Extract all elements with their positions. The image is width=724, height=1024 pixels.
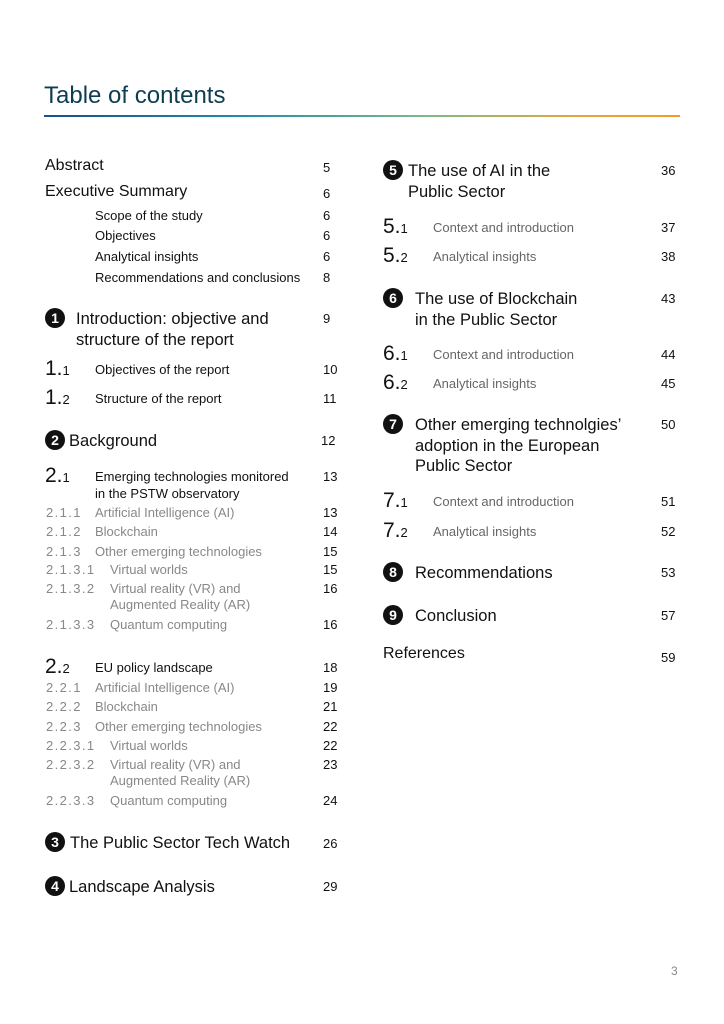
toc-entry-emerging-tech[interactable]: Emerging technologies monitored (95, 469, 289, 484)
toc-section-7-title-cont[interactable]: adoption in the European (415, 437, 600, 455)
toc-entry-vr-ar[interactable]: Virtual reality (VR) and (110, 757, 241, 772)
toc-section-6-title[interactable]: The use of Blockchain (415, 290, 578, 308)
toc-number: 2.1.3.3 (46, 617, 96, 632)
toc-section-2-title[interactable]: Background (69, 432, 158, 450)
page-ref: 18 (323, 660, 338, 675)
section-number-badge: 1 (45, 308, 65, 328)
page-ref: 53 (661, 565, 676, 580)
page-ref: 6 (323, 249, 331, 264)
page-ref: 37 (661, 220, 676, 235)
toc-entry-context[interactable]: Context and introduction (433, 220, 574, 235)
section-number-badge: 9 (383, 605, 403, 625)
toc-entry-scope[interactable]: Scope of the study (95, 208, 203, 223)
page-ref: 6 (323, 228, 331, 243)
page-ref: 59 (661, 650, 676, 665)
toc-number: 2.2.1 (46, 680, 82, 695)
page-ref: 10 (323, 362, 338, 377)
page-ref: 24 (323, 793, 338, 808)
section-number-badge: 7 (383, 414, 403, 434)
subsection-number: 7.2 (383, 519, 408, 542)
toc-entry-virtual-worlds[interactable]: Virtual worlds (110, 738, 188, 753)
toc-number: 2.2.3 (46, 719, 82, 734)
page-ref: 11 (323, 391, 337, 406)
toc-entry-quantum[interactable]: Quantum computing (110, 617, 228, 632)
toc-section-9-title[interactable]: Conclusion (415, 607, 497, 625)
subsection-number: 1.1 (45, 357, 70, 380)
subsection-number: 5.1 (383, 215, 408, 238)
page-ref: 8 (323, 270, 331, 285)
toc-entry-blockchain[interactable]: Blockchain (95, 699, 158, 714)
page-ref: 44 (661, 347, 676, 362)
page-ref: 23 (323, 757, 338, 772)
toc-entry-context[interactable]: Context and introduction (433, 347, 574, 362)
toc-entry-context[interactable]: Context and introduction (433, 494, 574, 509)
page-ref: 26 (323, 836, 338, 851)
subsection-number: 2.1 (45, 464, 70, 487)
toc-entry-analytical-insights[interactable]: Analytical insights (433, 249, 537, 264)
toc-number: 2.2.3.1 (46, 738, 96, 753)
toc-number: 2.2.3.2 (46, 757, 96, 772)
page-ref: 51 (661, 494, 676, 509)
subsection-number: 7.1 (383, 489, 408, 512)
toc-entry-eu-policy[interactable]: EU policy landscape (95, 660, 213, 675)
page-ref: 38 (661, 249, 676, 264)
subsection-number: 2.2 (45, 655, 70, 678)
toc-entry-quantum[interactable]: Quantum computing (110, 793, 228, 808)
page-ref: 16 (323, 581, 338, 596)
section-number-badge: 5 (383, 160, 403, 180)
page-ref: 14 (323, 524, 338, 539)
toc-section-8-title[interactable]: Recommendations (415, 564, 553, 582)
page-ref: 52 (661, 524, 676, 539)
page-ref: 21 (323, 699, 338, 714)
page-ref: 15 (323, 544, 338, 559)
page-ref: 29 (323, 879, 338, 894)
toc-number: 2.1.3 (46, 544, 82, 559)
page-ref: 15 (323, 562, 338, 577)
toc-entry-vr-ar-cont[interactable]: Augmented Reality (AR) (110, 597, 251, 612)
page-ref: 22 (323, 738, 338, 753)
page-ref: 50 (661, 417, 676, 432)
page-ref: 12 (321, 433, 336, 448)
toc-entry-recommendations-conclusions[interactable]: Recommendations and conclusions (95, 270, 301, 285)
toc-entry-other-tech[interactable]: Other emerging technologies (95, 544, 262, 559)
toc-section-3-title[interactable]: The Public Sector Tech Watch (70, 834, 291, 852)
toc-entry-analytical-insights[interactable]: Analytical insights (433, 376, 537, 391)
subsection-number: 6.1 (383, 342, 408, 365)
page-ref: 16 (323, 617, 338, 632)
toc-number: 2.1.2 (46, 524, 82, 539)
toc-entry-references[interactable]: References (383, 645, 465, 662)
page-ref: 5 (323, 160, 331, 175)
subsection-number: 6.2 (383, 371, 408, 394)
toc-entry-virtual-worlds[interactable]: Virtual worlds (110, 562, 188, 577)
page-ref: 22 (323, 719, 338, 734)
subsection-number: 5.2 (383, 244, 408, 267)
toc-section-5-title[interactable]: The use of AI in the (408, 162, 551, 180)
page-ref: 13 (323, 505, 338, 520)
toc-section-5-title-cont[interactable]: Public Sector (408, 183, 506, 201)
page-ref: 36 (661, 163, 676, 178)
toc-section-1-title-cont[interactable]: structure of the report (76, 331, 234, 349)
page-ref: 43 (661, 291, 676, 306)
toc-section-7-title[interactable]: Other emerging technolgies’ (415, 416, 622, 434)
page-ref: 6 (323, 186, 331, 201)
toc-entry-analytical-insights[interactable]: Analytical insights (433, 524, 537, 539)
page-ref: 19 (323, 680, 338, 695)
toc-entry-executive-summary[interactable]: Executive Summary (45, 183, 188, 200)
section-number-badge: 4 (45, 876, 65, 896)
toc-entry-vr-ar[interactable]: Virtual reality (VR) and (110, 581, 241, 596)
toc-entry-other-tech[interactable]: Other emerging technologies (95, 719, 262, 734)
section-number-badge: 2 (45, 430, 65, 450)
toc-entry-ai[interactable]: Artificial Intelligence (AI) (95, 505, 235, 520)
toc-entry-blockchain[interactable]: Blockchain (95, 524, 158, 539)
toc-entry-emerging-tech-cont[interactable]: in the PSTW observatory (95, 486, 240, 501)
toc-section-7-title-cont[interactable]: Public Sector (415, 457, 513, 475)
toc-number: 2.2.2 (46, 699, 82, 714)
title-divider (44, 115, 680, 117)
toc-entry-vr-ar-cont[interactable]: Augmented Reality (AR) (110, 773, 251, 788)
toc-section-6-title-cont[interactable]: in the Public Sector (415, 311, 558, 329)
toc-entry-analytical-insights[interactable]: Analytical insights (95, 249, 199, 264)
page-ref: 57 (661, 608, 676, 623)
section-number-badge: 3 (45, 832, 65, 852)
toc-entry-structure-report[interactable]: Structure of the report (95, 391, 222, 406)
section-number-badge: 6 (383, 288, 403, 308)
page-ref: 6 (323, 208, 331, 223)
toc-entry-ai[interactable]: Artificial Intelligence (AI) (95, 680, 235, 695)
section-number-badge: 8 (383, 562, 403, 582)
toc-entry-abstract[interactable]: Abstract (45, 157, 104, 174)
page-ref: 45 (661, 376, 676, 391)
toc-section-4-title[interactable]: Landscape Analysis (69, 878, 215, 896)
toc-number: 2.1.3.2 (46, 581, 96, 596)
page-ref: 9 (323, 311, 331, 326)
subsection-number: 1.2 (45, 386, 70, 409)
page-number: 3 (671, 964, 678, 978)
toc-number: 2.2.3.3 (46, 793, 96, 808)
toc-entry-objectives[interactable]: Objectives (95, 228, 156, 243)
page-title: Table of contents (44, 82, 226, 109)
toc-number: 2.1.3.1 (46, 562, 96, 577)
toc-entry-objectives-report[interactable]: Objectives of the report (95, 362, 230, 377)
page-ref: 13 (323, 469, 338, 484)
toc-number: 2.1.1 (46, 505, 82, 520)
toc-section-1-title[interactable]: Introduction: objective and (76, 310, 269, 328)
